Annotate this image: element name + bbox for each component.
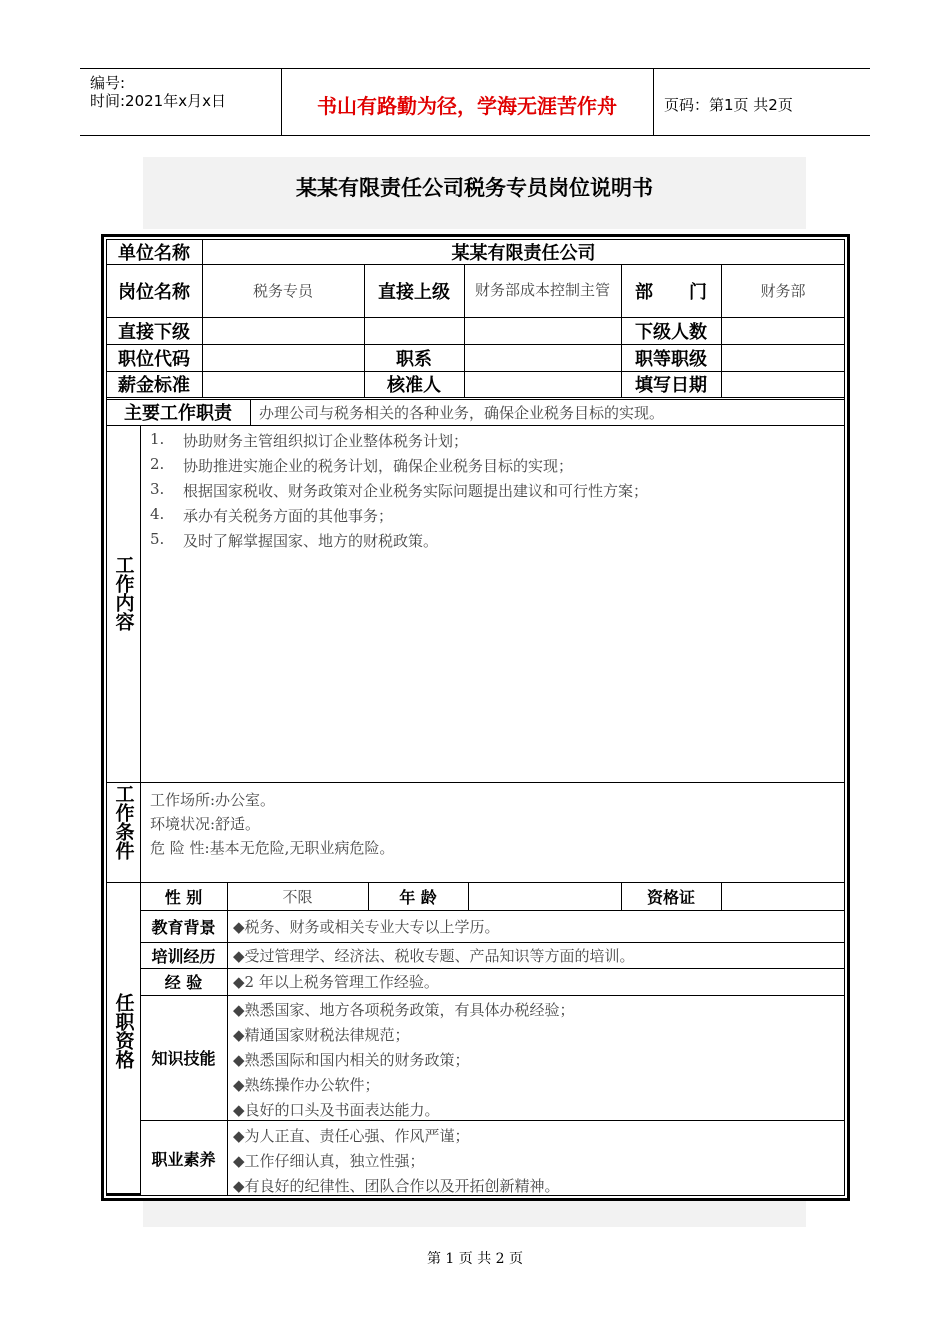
- unit-name-label: 单位名称: [118, 242, 190, 264]
- department-label: 部 门: [635, 281, 707, 303]
- main-duty-value: 办理公司与税务相关的各种业务，确保企业税务目标的实现。: [259, 403, 665, 422]
- list-item: 4. 承办有关税务方面的其他事务；: [150, 505, 394, 525]
- document-number-label: 编号:: [90, 74, 126, 92]
- knowledge-item: ◆熟悉国家、地方各项税务政策，有具体办税经验；: [233, 1001, 575, 1019]
- education-value: ◆税务、财务或相关专业大专以上学历。: [233, 917, 500, 936]
- gender-value: 不限: [282, 887, 313, 906]
- header-motto: 书山有路勤为径，学海无涯苦作舟: [317, 94, 617, 118]
- main-duty-label: 主要工作职责: [124, 403, 232, 424]
- list-item: 3. 根据国家税收、财务政策对企业税务实际问题提出建议和可行性方案；: [150, 480, 649, 500]
- fill-date-label: 填写日期: [635, 375, 707, 396]
- job-grade-label: 职等职级: [635, 348, 707, 370]
- age-label: 年 龄: [399, 887, 437, 907]
- subordinate-count-label: 下级人数: [635, 321, 707, 343]
- direct-subordinate-label: 直接下级: [118, 321, 190, 343]
- header-divider: [653, 68, 654, 136]
- knowledge-item: ◆熟悉国际和国内相关的财务政策；: [233, 1051, 470, 1069]
- knowledge-item: ◆精通国家财税法律规范；: [233, 1026, 410, 1044]
- list-item: 5. 及时了解掌握国家、地方的财税政策。: [150, 530, 439, 550]
- footer-page-number: 第 1 页 共 2 页: [426, 1251, 524, 1267]
- bottom-band: [143, 1200, 806, 1227]
- training-value: ◆受过管理学、经济法、税收专题、产品知识等方面的培训。: [233, 946, 635, 965]
- job-series-label: 职系: [396, 348, 432, 370]
- header-page-info: 页码：第1页 共2页: [664, 96, 793, 114]
- list-item: 1. 协助财务主管组织拟订企业整体税务计划；: [150, 430, 469, 450]
- document-date: 时间:2021年x月x日: [90, 92, 226, 110]
- salary-standard-label: 薪金标准: [118, 375, 190, 396]
- training-label: 培训经历: [151, 946, 216, 966]
- quality-item: ◆有良好的纪律性、团队合作以及开拓创新精神。: [233, 1177, 560, 1195]
- department-value: 财务部: [760, 282, 806, 300]
- quality-item: ◆为人正直、责任心强、作风严谨；: [233, 1127, 470, 1145]
- experience-label: 经 验: [164, 973, 203, 992]
- header-top-rule: [80, 68, 870, 69]
- approver-label: 核准人: [387, 375, 441, 396]
- work-content-label: 工作内容: [112, 555, 135, 631]
- list-item: 2. 协助推进实施企业的税务计划，确保企业税务目标的实现；: [150, 455, 574, 475]
- knowledge-item: ◆熟练操作办公软件；: [233, 1076, 380, 1094]
- work-condition-line: 环境状况:舒适。: [150, 815, 261, 833]
- position-name-value: 税务专员: [252, 282, 313, 300]
- direct-superior-value: 财务部成本控制主管: [474, 281, 610, 299]
- professional-quality-label: 职业素养: [151, 1149, 216, 1169]
- experience-value: ◆2 年以上税务管理工作经验。: [233, 973, 439, 991]
- quality-item: ◆工作仔细认真，独立性强；: [233, 1152, 425, 1170]
- certificate-label: 资格证: [646, 887, 695, 907]
- knowledge-skills-label: 知识技能: [151, 1049, 216, 1068]
- gender-label: 性 别: [164, 887, 203, 907]
- work-condition-line: 危 险 性:基本无危险,无职业病危险。: [150, 839, 395, 857]
- knowledge-item: ◆良好的口头及书面表达能力。: [233, 1101, 440, 1119]
- direct-superior-label: 直接上级: [378, 281, 450, 303]
- position-name-label: 岗位名称: [118, 281, 190, 303]
- work-conditions-label: 工作条件: [112, 784, 135, 860]
- page-title: 某某有限责任公司税务专员岗位说明书: [296, 176, 653, 200]
- education-label: 教育背景: [151, 917, 216, 937]
- header-bottom-rule: [80, 135, 870, 136]
- position-code-label: 职位代码: [118, 348, 190, 370]
- work-condition-line: 工作场所:办公室。: [150, 791, 276, 809]
- unit-name-value: 某某有限责任公司: [451, 242, 596, 264]
- qualifications-label: 任职资格: [112, 993, 135, 1069]
